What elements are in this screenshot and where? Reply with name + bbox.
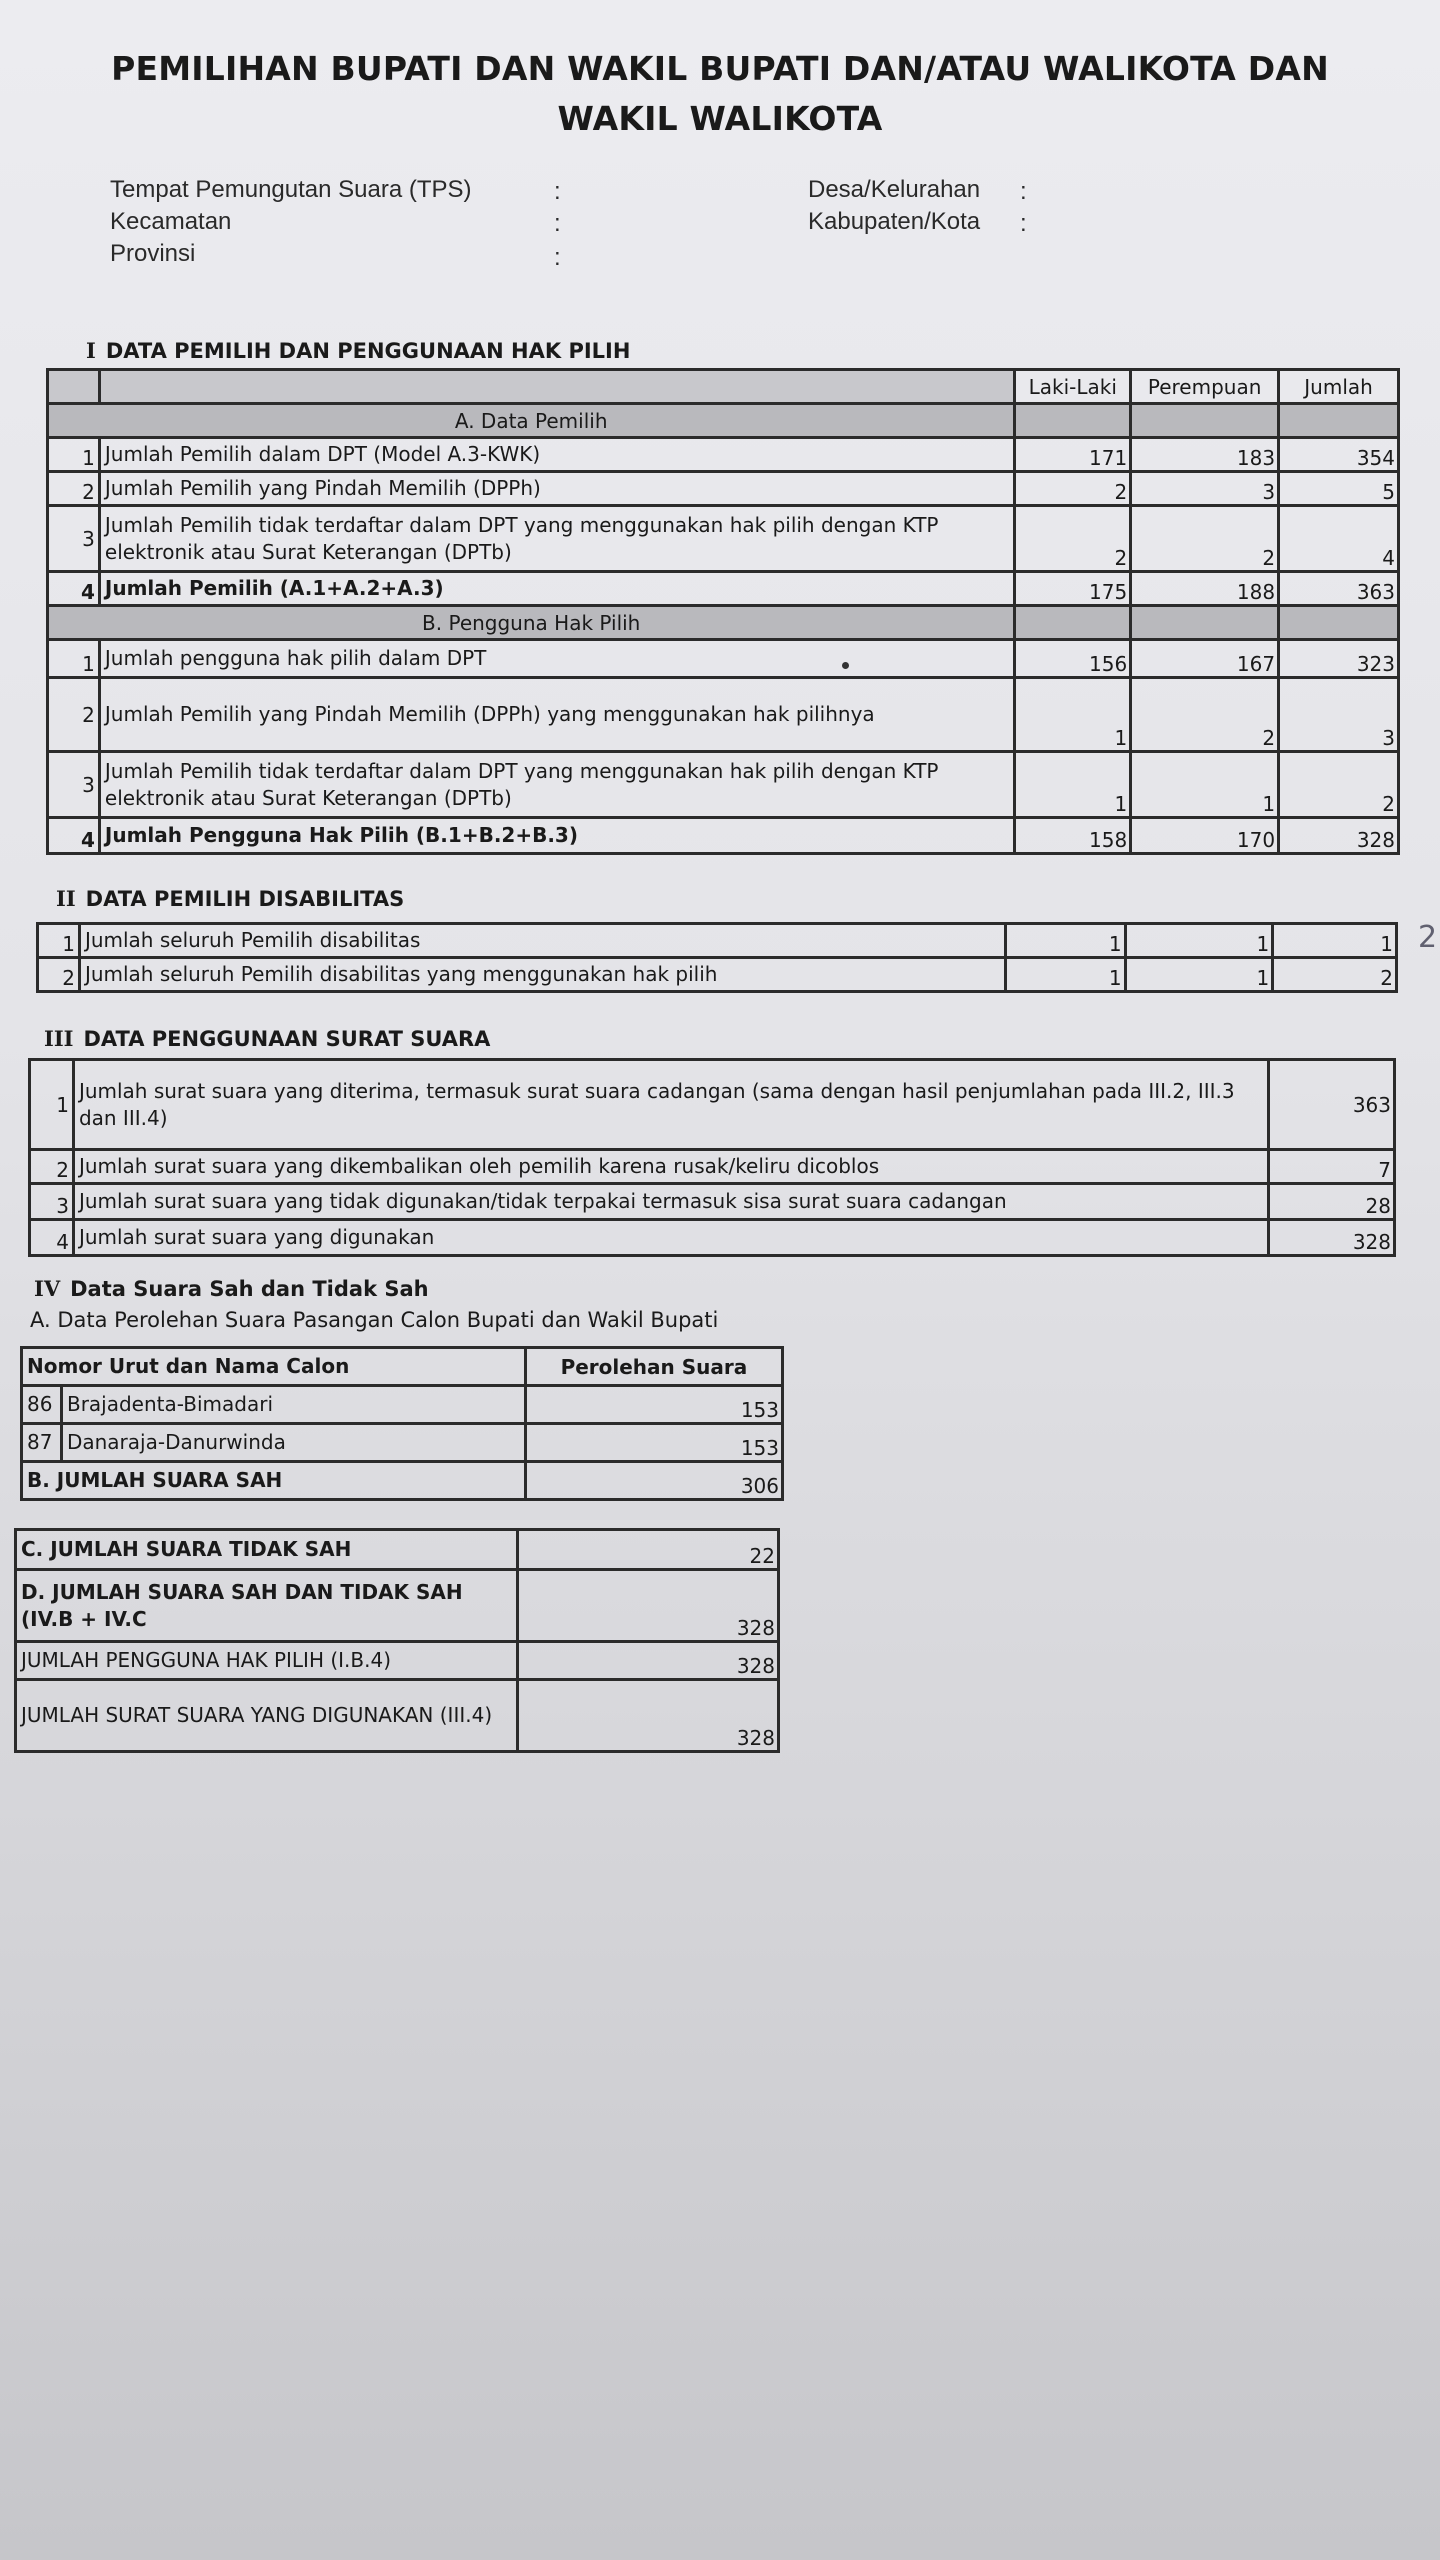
total-sah-label: B. JUMLAH SUARA SAH [22,1462,526,1500]
value-perempuan: 170 [1131,818,1279,854]
table-row [48,818,1399,854]
ink-dot [842,662,849,669]
tidak-sah-value: 22 [518,1530,779,1570]
section4-number: IV [34,1276,61,1301]
table-row [48,752,1399,818]
value-perempuan: 3 [1131,472,1279,506]
row-number: 4 [48,818,100,854]
group-b-p [1131,606,1279,640]
row-label: Jumlah pengguna hak pilih dalam DPT [99,640,1015,678]
value-perempuan: 1 [1131,752,1279,818]
value-perempuan: 2 [1131,506,1279,572]
value-jumlah: 328 [1279,818,1399,854]
value-jumlah: 2 [1279,752,1399,818]
kabupaten-label: Kabupaten/Kota [808,208,981,235]
table-row [30,1060,1395,1150]
row-number: 3 [48,752,100,818]
candidate-votes: 153 [525,1424,782,1462]
row-number: 1 [30,1060,74,1150]
table-row [48,438,1399,472]
group-b-j [1279,606,1399,640]
candidate-name: Brajadenta-Bimadari [61,1386,525,1424]
table-row [30,1220,1395,1256]
value-jumlah: 1 [1273,924,1397,958]
tps-colon: : [554,178,561,205]
candidate-row [22,1424,783,1462]
row-label: Jumlah seluruh Pemilih disabilitas yang menggunakan hak pilih [79,958,1005,992]
candidate-header-row [22,1348,783,1386]
group-a-p [1131,404,1279,438]
value-jumlah: 5 [1279,472,1399,506]
col-jumlah: Jumlah [1279,370,1399,404]
summary-table [14,1528,780,1753]
row-number: 4 [48,572,100,606]
candidate-number: 87 [22,1424,62,1462]
section2-table [36,922,1398,993]
row-number: 1 [48,640,100,678]
table-row [48,472,1399,506]
row-label: Jumlah seluruh Pemilih disabilitas [79,924,1005,958]
value-laki: 175 [1015,572,1131,606]
section1-heading [86,338,630,363]
group-a-row [48,404,1399,438]
sah-tidak-sah-row [16,1570,779,1642]
value: 28 [1269,1184,1395,1220]
row-label: Jumlah Pemilih yang Pindah Memilih (DPPh) yang menggunakan hak pilihnya [99,678,1015,752]
header-blank-no [48,370,100,404]
value-perempuan: 2 [1131,678,1279,752]
sah-tidak-sah-value: 328 [518,1570,779,1642]
table-row [30,1150,1395,1184]
value-perempuan: 167 [1131,640,1279,678]
kabupaten-colon: : [1020,210,1027,237]
table-row [38,958,1397,992]
table-row [48,572,1399,606]
table-row [48,640,1399,678]
value: 328 [1269,1220,1395,1256]
value-laki: 1 [1005,924,1125,958]
section3-number: III [44,1026,74,1051]
section2-title: DATA PEMILIH DISABILITAS [85,887,405,911]
candidate-row [22,1386,783,1424]
row-label: Jumlah surat suara yang diterima, termasuk surat suara cadangan (sama dengan hasil penjumlahan pada III.2, III.3 dan III.4) [73,1060,1268,1150]
group-b-l [1015,606,1131,640]
pengguna-row [16,1642,779,1680]
value-laki: 171 [1015,438,1131,472]
row-number: 1 [38,924,80,958]
total-sah-row [22,1462,783,1500]
value: 7 [1269,1150,1395,1184]
row-label: Jumlah Pemilih tidak terdaftar dalam DPT yang menggunakan hak pilih dengan KTP elektronik atau Surat Keterangan (DPTb) [99,752,1015,818]
provinsi-label: Provinsi [110,240,196,267]
col-votes: Perolehan Suara [525,1348,782,1386]
row-label: Jumlah Pemilih tidak terdaftar dalam DPT yang menggunakan hak pilih dengan KTP elektronik atau Surat Keterangan (DPTb) [99,506,1015,572]
group-a-l [1015,404,1131,438]
section1-table [46,368,1400,855]
page-title: PEMILIHAN BUPATI DAN WAKIL BUPATI DAN/ATAU WALIKOTA DAN WAKIL WALIKOTA [111,49,1329,138]
row-label: Jumlah surat suara yang dikembalikan oleh pemilih karena rusak/keliru dicoblos [73,1150,1268,1184]
row-label: Jumlah surat suara yang tidak digunakan/tidak terpakai termasuk sisa surat suara cadangan [73,1184,1268,1220]
group-b-row [48,606,1399,640]
section2-number: II [56,886,76,911]
desa-colon: : [1020,178,1027,205]
value-perempuan: 188 [1131,572,1279,606]
col-laki: Laki-Laki [1015,370,1131,404]
value-laki: 1 [1015,752,1131,818]
row-number: 2 [48,472,100,506]
row-number: 3 [48,506,100,572]
kecamatan-colon: : [554,210,561,237]
digunakan-value: 328 [518,1680,779,1752]
tidak-sah-row [16,1530,779,1570]
tps-label: Tempat Pemungutan Suara (TPS) [110,176,472,203]
row-number: 3 [30,1184,74,1220]
section1-title: DATA PEMILIH DAN PENGGUNAAN HAK PILIH [105,339,631,363]
value-jumlah: 3 [1279,678,1399,752]
candidate-votes: 153 [525,1386,782,1424]
total-sah-value: 306 [525,1462,782,1500]
value-perempuan: 1 [1125,958,1273,992]
tidak-sah-label: C. JUMLAH SUARA TIDAK SAH [16,1530,518,1570]
row-label: Jumlah Pemilih dalam DPT (Model A.3-KWK) [99,438,1015,472]
row-number: 2 [30,1150,74,1184]
sah-tidak-sah-label: D. JUMLAH SUARA SAH DAN TIDAK SAH (IV.B + IV.C [16,1570,518,1642]
candidate-name: Danaraja-Danurwinda [61,1424,525,1462]
table-row [48,678,1399,752]
row-number: 4 [30,1220,74,1256]
group-b-label: B. Pengguna Hak Pilih [48,606,1015,640]
digunakan-row [16,1680,779,1752]
section2-heading [56,886,404,911]
section4-heading [34,1276,429,1301]
section3-table [28,1058,1396,1257]
value-perempuan: 1 [1125,924,1273,958]
value-laki: 2 [1015,506,1131,572]
row-label: Jumlah Pemilih (A.1+A.2+A.3) [99,572,1015,606]
table-row [48,506,1399,572]
section3-title: DATA PENGGUNAAN SURAT SUARA [83,1027,491,1051]
header-blank-label [99,370,1015,404]
value-jumlah: 363 [1279,572,1399,606]
row-label: Jumlah Pengguna Hak Pilih (B.1+B.2+B.3) [99,818,1015,854]
col-perempuan: Perempuan [1131,370,1279,404]
section1-number: I [86,338,96,363]
row-number: 2 [38,958,80,992]
section4-title: Data Suara Sah dan Tidak Sah [70,1277,429,1301]
table-row [30,1184,1395,1220]
value-jumlah: 323 [1279,640,1399,678]
row-number: 1 [48,438,100,472]
section4-sub-a: A. Data Perolehan Suara Pasangan Calon Bupati dan Wakil Bupati [30,1308,719,1332]
value-laki: 2 [1015,472,1131,506]
value-perempuan: 183 [1131,438,1279,472]
handwritten-correction: 2 [1418,920,1438,955]
table-row [38,924,1397,958]
value-laki: 1 [1005,958,1125,992]
group-a-j [1279,404,1399,438]
provinsi-colon: : [554,244,561,271]
section3-heading [44,1026,490,1051]
digunakan-label: JUMLAH SURAT SUARA YANG DIGUNAKAN (III.4) [16,1680,518,1752]
row-number: 2 [48,678,100,752]
col-candidate-name: Nomor Urut dan Nama Calon [22,1348,526,1386]
pengguna-label: JUMLAH PENGGUNA HAK PILIH (I.B.4) [16,1642,518,1680]
value-jumlah: 4 [1279,506,1399,572]
value-laki: 158 [1015,818,1131,854]
pengguna-value: 328 [518,1642,779,1680]
row-label: Jumlah surat suara yang digunakan [73,1220,1268,1256]
group-a-label: A. Data Pemilih [48,404,1015,438]
candidate-votes-table [20,1346,784,1501]
candidate-number: 86 [22,1386,62,1424]
value-jumlah: 2 [1273,958,1397,992]
desa-label: Desa/Kelurahan [808,176,981,203]
value-laki: 1 [1015,678,1131,752]
value: 363 [1269,1060,1395,1150]
section1-header-row [48,370,1399,404]
value-laki: 156 [1015,640,1131,678]
row-label: Jumlah Pemilih yang Pindah Memilih (DPPh) [99,472,1015,506]
value-jumlah: 354 [1279,438,1399,472]
kecamatan-label: Kecamatan [110,208,232,235]
